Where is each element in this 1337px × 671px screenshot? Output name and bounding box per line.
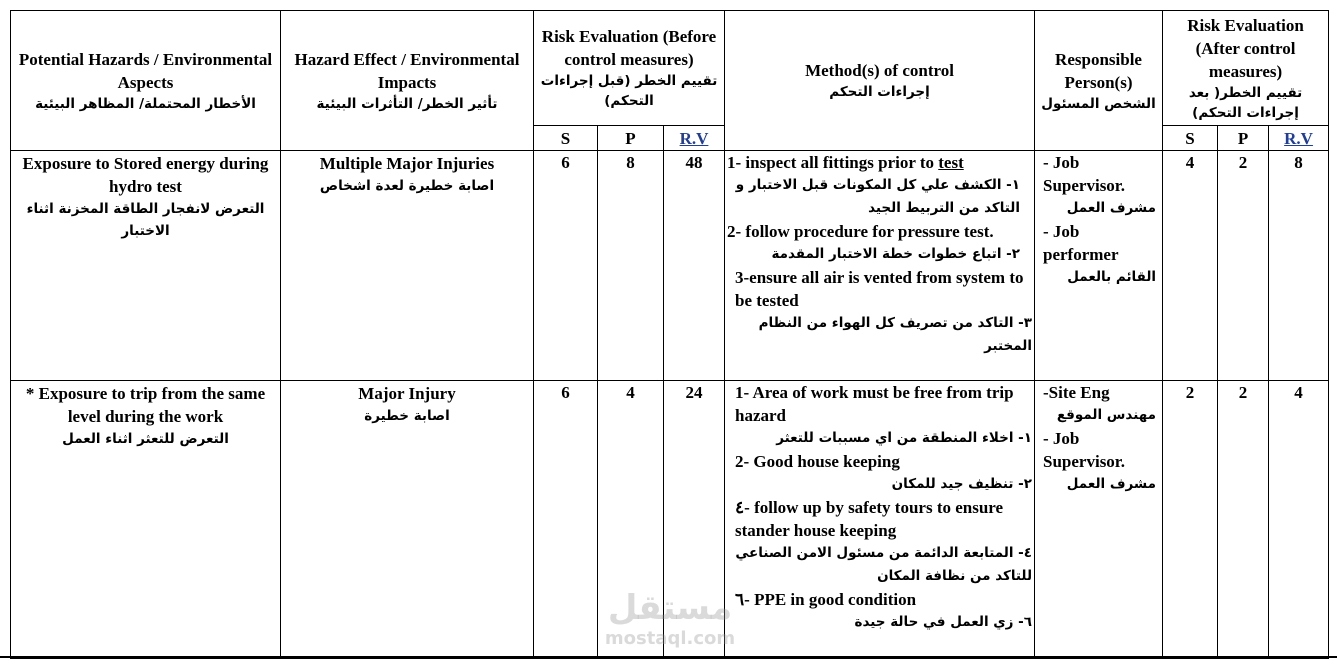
method-en: ٦- PPE in good condition bbox=[735, 590, 917, 609]
method-ar: ١- اخلاء المنطقة من اي مسببات للتعثر bbox=[776, 430, 1033, 446]
effect-en: Major Injury bbox=[358, 384, 456, 403]
before-rv-value: 24 bbox=[664, 381, 725, 659]
after-rv-header: R.V bbox=[1269, 126, 1329, 151]
hazard-ar: التعرض للتعثر اثناء العمل bbox=[62, 431, 229, 447]
page-bottom-rule bbox=[0, 656, 1337, 658]
method-ar: ٢- اتباع خطوات خطة الاختبار المقدمة bbox=[771, 246, 1021, 262]
methods-cell bbox=[725, 381, 1035, 659]
header-method bbox=[725, 11, 1035, 151]
before-p-header: P bbox=[598, 126, 664, 151]
header-method-ar: إجراءات التحكم bbox=[829, 84, 930, 100]
header-responsible-ar: الشخص المسئول bbox=[1041, 95, 1156, 112]
header-risk-before bbox=[534, 11, 725, 126]
before-s-header: S bbox=[534, 126, 598, 151]
after-p-value: 2 bbox=[1218, 151, 1269, 381]
responsible-ar: القائم بالعمل bbox=[1067, 269, 1157, 285]
after-s-value: 4 bbox=[1163, 151, 1218, 381]
hazard-cell bbox=[11, 381, 281, 659]
after-rv-value: 4 bbox=[1269, 381, 1329, 659]
header-responsible-en: Responsible Person(s) bbox=[1055, 49, 1142, 92]
header-potential-hazards bbox=[11, 11, 281, 151]
header-method-en: Method(s) of control bbox=[805, 61, 954, 80]
hazard-cell bbox=[11, 151, 281, 381]
effect-ar: اصابة خطيرة لعدة اشخاص bbox=[319, 178, 495, 194]
responsible-en: -Site Eng bbox=[1043, 383, 1110, 402]
header-row bbox=[11, 11, 1329, 126]
method-en: 1- Area of work must be free from trip hazard bbox=[735, 383, 1014, 425]
method-ar: ٦- زي العمل في حالة جيدة bbox=[854, 614, 1033, 630]
method-en: 2- Good house keeping bbox=[735, 452, 900, 471]
header-risk-after-ar: تقييم الخطر( بعد إجراءات التحكم) bbox=[1188, 84, 1303, 121]
header-responsible bbox=[1035, 11, 1163, 151]
responsible-cell bbox=[1035, 381, 1163, 659]
method-en: 3-ensure all air is vented from system to be tested bbox=[735, 268, 1024, 310]
responsible-ar: مشرف العمل bbox=[1066, 476, 1157, 492]
method-ar: ٤- المتابعة الدائمة من مسئول الامن الصناعي للتاكد من نظافة المكان bbox=[735, 545, 1033, 584]
effect-ar: اصابة خطيرة bbox=[364, 408, 450, 424]
header-hazard-effect bbox=[281, 11, 534, 151]
after-rv-value: 8 bbox=[1269, 151, 1329, 381]
header-risk-before-ar: تقييم الخطر (قبل إجراءات التحكم) bbox=[540, 73, 718, 109]
header-effect-ar: تأثير الخطر/ التأثرات البيئية bbox=[316, 95, 498, 112]
header-effect-en: Hazard Effect / Environmental Impacts bbox=[294, 49, 520, 92]
after-p-header: P bbox=[1218, 126, 1269, 151]
responsible-en: - Job performer bbox=[1043, 222, 1119, 264]
before-rv-value: 48 bbox=[664, 151, 725, 381]
before-p-value: 4 bbox=[598, 381, 664, 659]
effect-cell bbox=[281, 381, 534, 659]
hazard-ar: التعرض لانفجار الطاقة المخزنة اثناء الاختبار bbox=[26, 201, 265, 239]
responsible-cell bbox=[1035, 151, 1163, 381]
before-s-value: 6 bbox=[534, 381, 598, 659]
table-row bbox=[11, 151, 1329, 381]
watermark-ar: مستقل bbox=[607, 588, 733, 628]
method-en: ٤- follow up by safety tours to ensure stander house keeping bbox=[735, 498, 1004, 540]
risk-assessment-table bbox=[10, 10, 1329, 659]
header-risk-after bbox=[1163, 11, 1329, 126]
hazard-en: * Exposure to trip from the same level during the work bbox=[25, 384, 266, 426]
responsible-en: - Job Supervisor. bbox=[1043, 429, 1126, 471]
method-en: 2- follow procedure for pressure test. bbox=[727, 222, 994, 241]
before-rv-header: R.V bbox=[664, 126, 725, 151]
effect-cell bbox=[281, 151, 534, 381]
hazard-en: Exposure to Stored energy during hydro test bbox=[22, 154, 269, 196]
responsible-en: - Job Supervisor. bbox=[1043, 153, 1126, 195]
methods-cell bbox=[725, 151, 1035, 381]
method-en: 1- inspect all fittings prior to test bbox=[727, 153, 964, 172]
before-s-value: 6 bbox=[534, 151, 598, 381]
header-hazards-ar: الأخطار المحتملة/ المظاهر البيئية bbox=[35, 95, 256, 112]
method-ar: ٢- تنظيف جيد للمكان bbox=[891, 476, 1033, 492]
after-s-value: 2 bbox=[1163, 381, 1218, 659]
responsible-ar: مشرف العمل bbox=[1066, 200, 1157, 216]
effect-en: Multiple Major Injuries bbox=[319, 154, 495, 173]
method-ar: ١- الكشف علي كل المكونات قبل الاختبار و التاكد من التربيط الجيد bbox=[735, 177, 1021, 216]
header-risk-after-en: Risk Evaluation (After control measures) bbox=[1187, 15, 1304, 81]
header-hazards-en: Potential Hazards / Environmental Aspects bbox=[18, 49, 273, 92]
watermark-en: mostaql.com bbox=[604, 628, 736, 649]
before-p-value: 8 bbox=[598, 151, 664, 381]
after-s-header: S bbox=[1163, 126, 1218, 151]
header-risk-before-en: Risk Evaluation (Before control measures) bbox=[541, 27, 717, 69]
after-p-value: 2 bbox=[1218, 381, 1269, 659]
responsible-ar: مهندس الموقع bbox=[1056, 407, 1157, 423]
table-row bbox=[11, 381, 1329, 659]
method-ar: ٣- التاكد من تصريف كل الهواء من النظام المختبر bbox=[758, 315, 1033, 354]
